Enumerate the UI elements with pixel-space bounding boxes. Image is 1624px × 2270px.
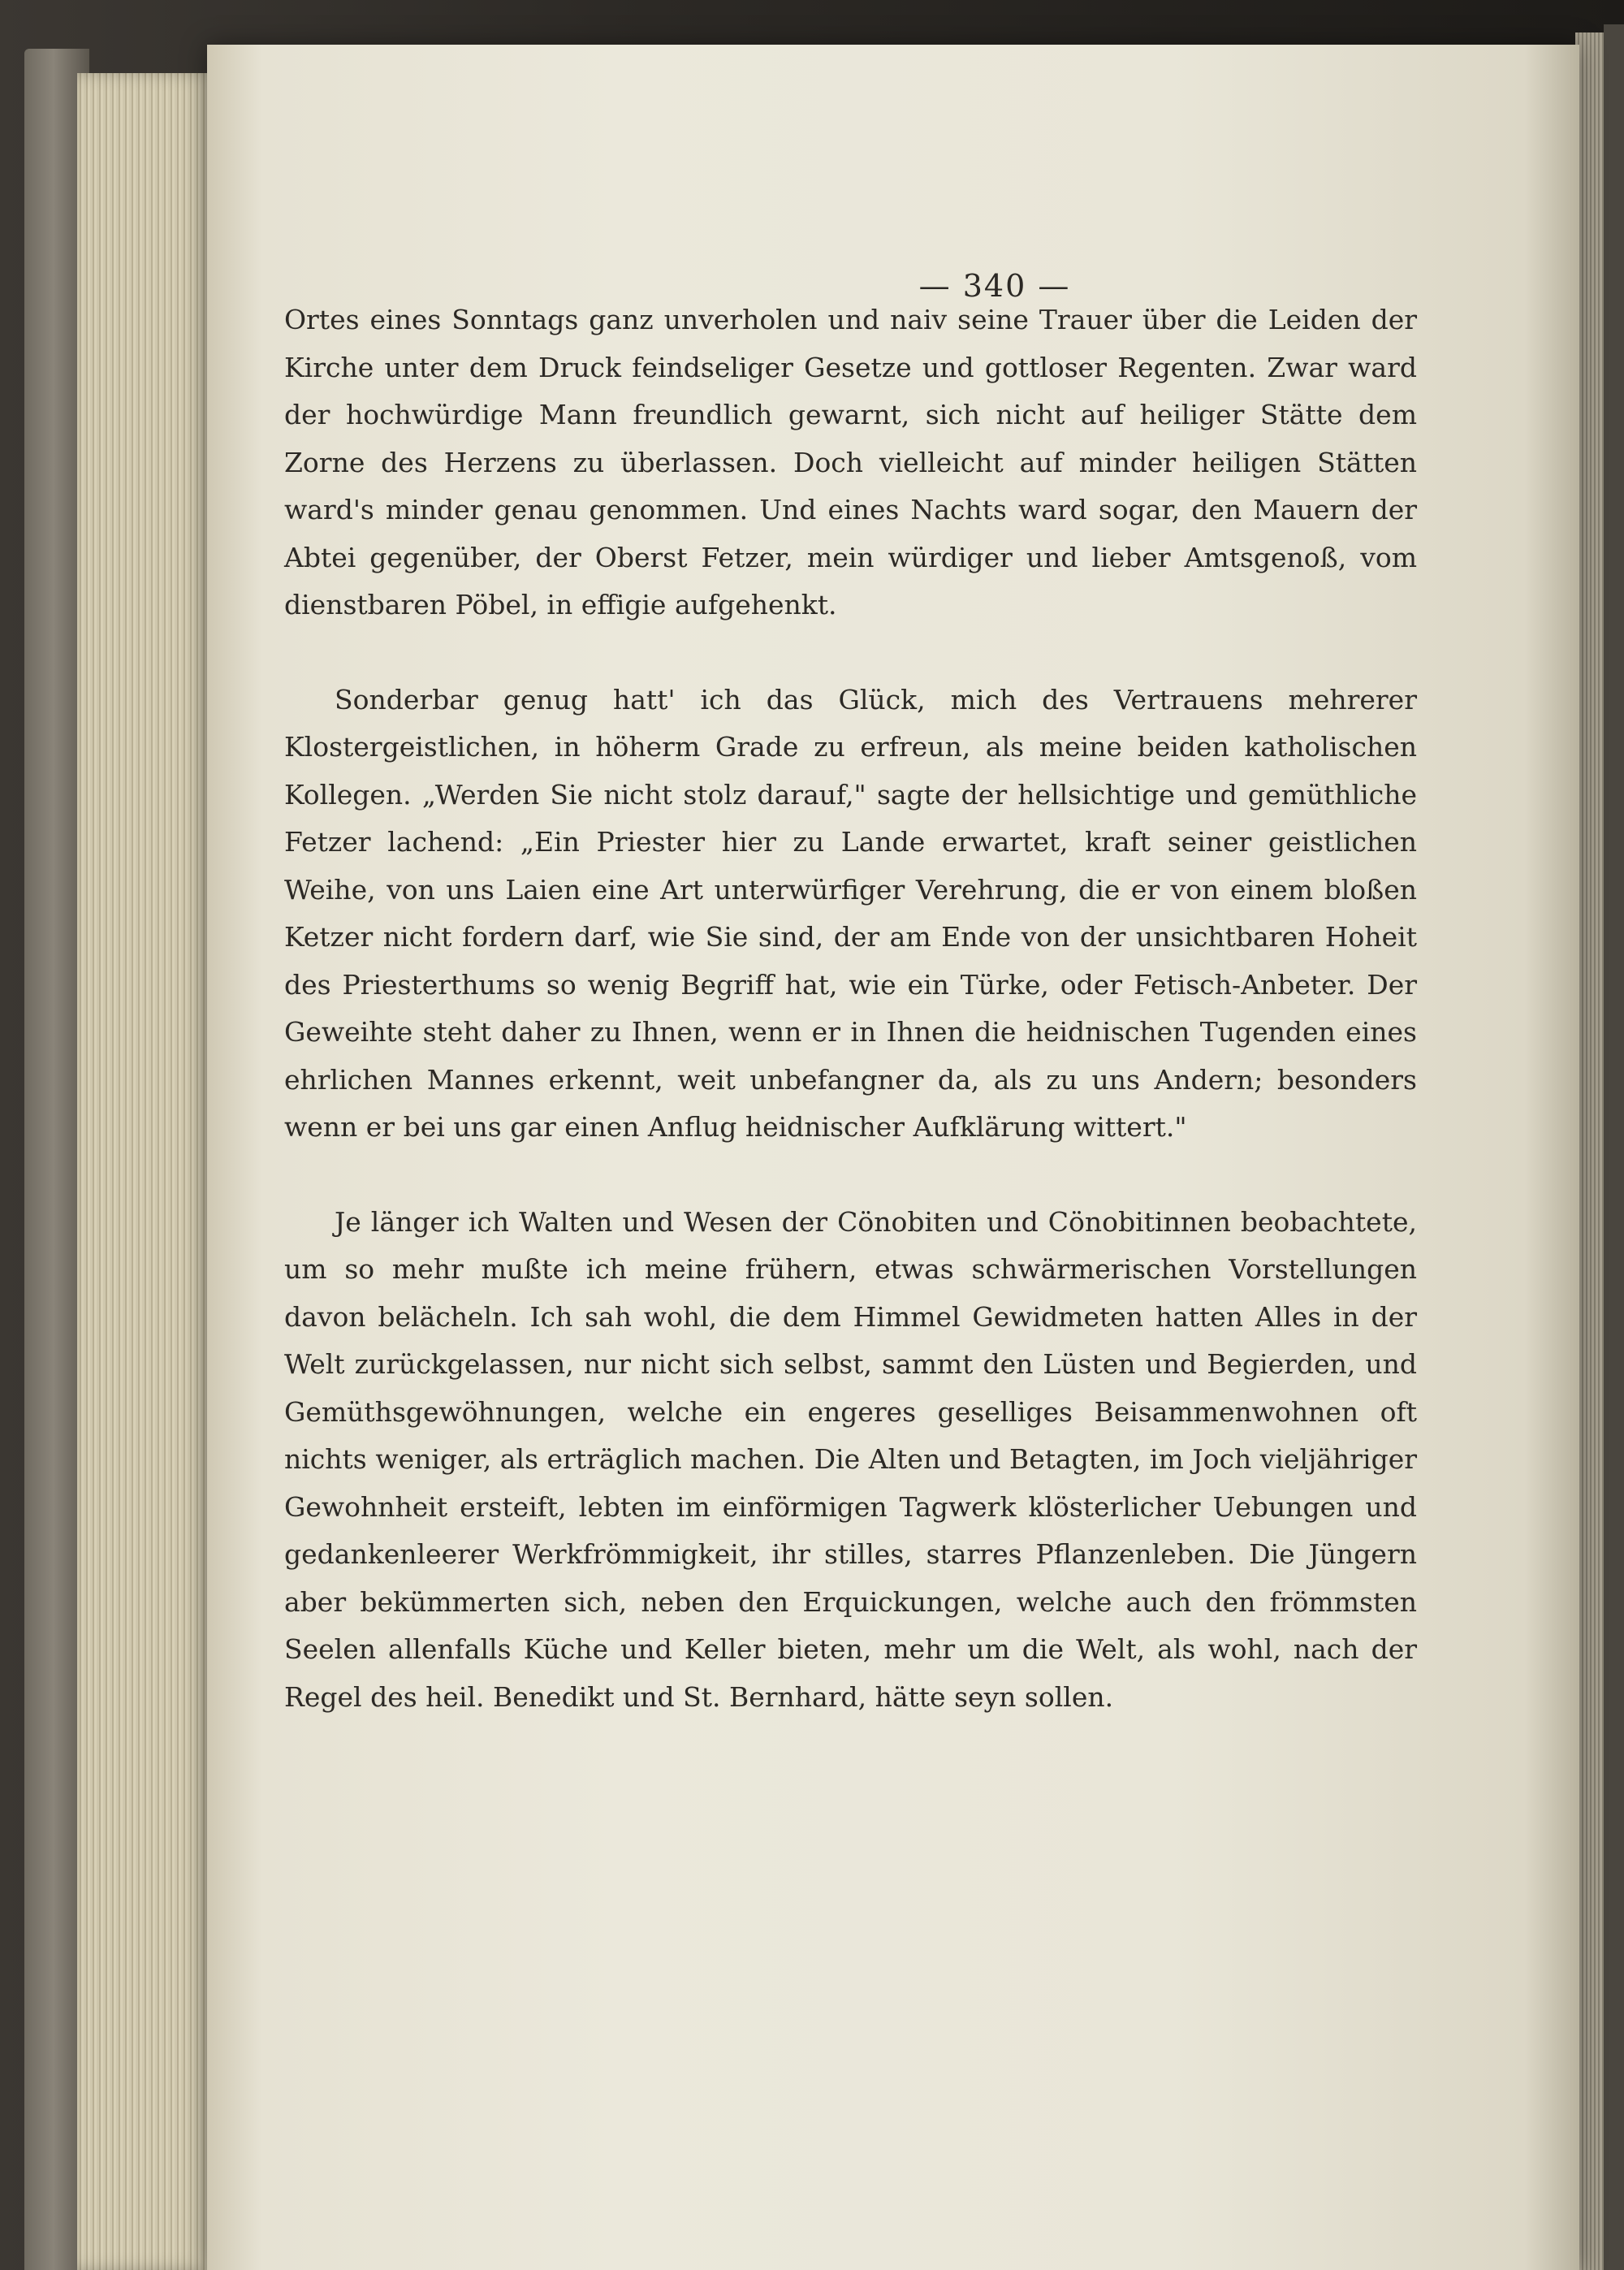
page-edges-left (77, 73, 215, 2270)
book-cover-right (1604, 24, 1624, 2270)
paragraph-3: Je länger ich Walten und Wesen der Cönobiten und Cönobitinnen beobachtete, um so mehr mußte ich meine frühern, etwas schwärmerischen Vorstellungen davon belächeln. Ich sah wohl, die dem Himmel Gewidmeten hatten Alles in der Welt zurückgelassen, nur nicht sich selbst, sammt den Lüsten und Begierden, und Gemüthsgewöhnungen, welche ein engeres geselliges Beisammenwohnen oft nichts weniger, als erträglich machen. Die Alten und Betagten, im Joch vieljähriger Gewohnheit ersteift, lebten im einförmigen Tagwerk klösterlicher Uebungen und gedankenleerer Werkfrömmigkeit, ihr stilles, starres Pflanzenleben. Die Jüngern aber bekümmerten sich, neben den Erquickungen, welche auch den frömmsten Seelen allenfalls Küche und Keller bieten, mehr um die Welt, als wohl, nach der Regel des heil. Benedikt und St. Bernhard, hätte seyn sollen. (284, 1205, 1417, 1713)
paragraph-1: Ortes eines Sonntags ganz unverholen und naiv seine Trauer über die Leiden der Kirche unter dem Druck feindseliger Gesetze und gottloser Regenten. Zwar ward der hochwürdige Mann freundlich gewarnt, sich nicht auf heiliger Stätte dem Zorne des Herzens zu überlassen. Doch vielleicht auf minder heiligen Stätten ward's minder genau genommen. Und eines Nachts ward sogar, den Mauern der Abtei gegenüber, der Oberst Fetzer, mein würdiger und lieber Amtsgenoß, vom dienstbaren Pöbel, in effigie aufgehenkt. (284, 304, 1417, 620)
page-text (284, 296, 1417, 1768)
page-number: — 340 — (918, 268, 1071, 304)
paragraph-2: Sonderbar genug hatt' ich das Glück, mich des Vertrauens mehrerer Klostergeistlichen, in höherm Grade zu erfreun, als meine beiden katholischen Kollegen. „Werden Sie nicht stolz darauf," sagte der hellsichtige und gemüthliche Fetzer lachend: „Ein Priester hier zu Lande erwartet, kraft seiner geistlichen Weihe, von uns Laien eine Art unterwürfiger Verehrung, die er von einem bloßen Ketzer nicht fordern darf, wie Sie sind, der am Ende von der unsichtbaren Hoheit des Priesterthums so wenig Begriff hat, wie ein Türke, oder Fetisch-Anbeter. Der Geweihte steht daher zu Ihnen, wenn er in Ihnen die heidnischen Tugenden eines ehrlichen Mannes erkennt, weit unbefangner da, als zu uns Andern; besonders wenn er bei uns gar einen Anflug heidnischer Aufklärung wittert." (284, 683, 1417, 1143)
